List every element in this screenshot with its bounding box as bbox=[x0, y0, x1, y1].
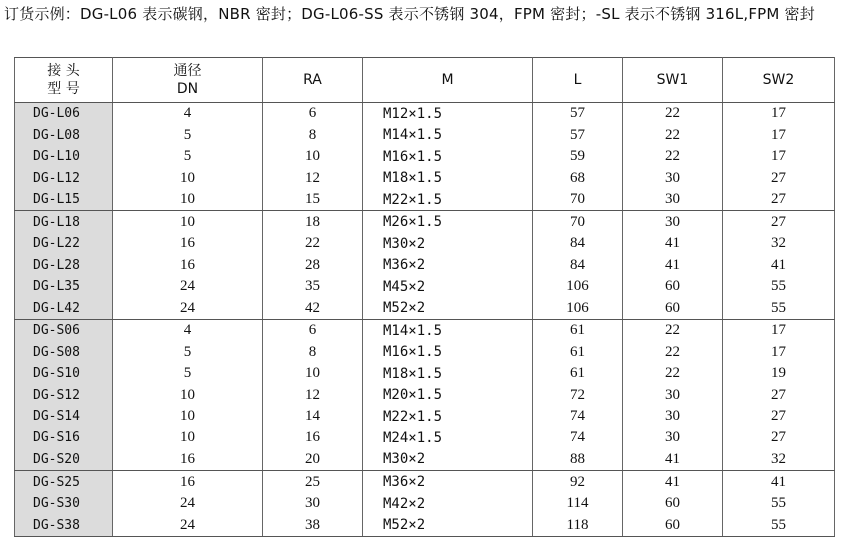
cell-sw2: 27 bbox=[723, 384, 835, 405]
cell-l: 118 bbox=[533, 514, 623, 536]
cell-sw1: 22 bbox=[623, 125, 723, 146]
cell-sw1: 60 bbox=[623, 514, 723, 536]
cell-dn: 5 bbox=[113, 146, 263, 167]
cell-m: M16×1.5 bbox=[363, 342, 533, 363]
cell-l: 61 bbox=[533, 363, 623, 384]
cell-l: 114 bbox=[533, 493, 623, 514]
cell-l: 88 bbox=[533, 449, 623, 471]
cell-sw2: 41 bbox=[723, 471, 835, 493]
cell-m: M26×1.5 bbox=[363, 211, 533, 233]
cell-m: M22×1.5 bbox=[363, 189, 533, 211]
cell-model: DG-S38 bbox=[15, 514, 113, 536]
cell-ra: 35 bbox=[263, 276, 363, 297]
cell-dn: 16 bbox=[113, 254, 263, 275]
cell-model: DG-S30 bbox=[15, 493, 113, 514]
cell-dn: 4 bbox=[113, 103, 263, 125]
cell-m: M52×2 bbox=[363, 514, 533, 536]
cell-ra: 10 bbox=[263, 363, 363, 384]
cell-sw2: 27 bbox=[723, 211, 835, 233]
cell-sw1: 22 bbox=[623, 146, 723, 167]
header-l: L bbox=[533, 58, 623, 103]
cell-dn: 16 bbox=[113, 471, 263, 493]
table-row bbox=[15, 363, 835, 384]
cell-m: M30×2 bbox=[363, 233, 533, 254]
cell-sw1: 22 bbox=[623, 363, 723, 384]
cell-l: 74 bbox=[533, 427, 623, 448]
cell-l: 68 bbox=[533, 167, 623, 188]
cell-dn: 5 bbox=[113, 342, 263, 363]
cell-m: M18×1.5 bbox=[363, 363, 533, 384]
table-row bbox=[15, 233, 835, 254]
cell-l: 57 bbox=[533, 103, 623, 125]
cell-m: M18×1.5 bbox=[363, 167, 533, 188]
table-row bbox=[15, 103, 835, 125]
header-dn-line1: 通径 bbox=[173, 63, 202, 79]
table-body bbox=[15, 103, 835, 537]
table-row bbox=[15, 406, 835, 427]
cell-sw2: 17 bbox=[723, 319, 835, 341]
cell-dn: 10 bbox=[113, 384, 263, 405]
cell-model: DG-L28 bbox=[15, 254, 113, 275]
cell-ra: 18 bbox=[263, 211, 363, 233]
cell-sw1: 22 bbox=[623, 319, 723, 341]
cell-ra: 20 bbox=[263, 449, 363, 471]
cell-sw1: 30 bbox=[623, 384, 723, 405]
cell-sw2: 55 bbox=[723, 493, 835, 514]
cell-l: 61 bbox=[533, 342, 623, 363]
cell-sw2: 27 bbox=[723, 167, 835, 188]
cell-m: M22×1.5 bbox=[363, 406, 533, 427]
cell-ra: 10 bbox=[263, 146, 363, 167]
cell-model: DG-S12 bbox=[15, 384, 113, 405]
table-row bbox=[15, 254, 835, 275]
cell-ra: 12 bbox=[263, 167, 363, 188]
cell-m: M14×1.5 bbox=[363, 125, 533, 146]
cell-ra: 25 bbox=[263, 471, 363, 493]
cell-sw2: 32 bbox=[723, 233, 835, 254]
cell-sw1: 30 bbox=[623, 189, 723, 211]
cell-ra: 14 bbox=[263, 406, 363, 427]
cell-model: DG-L42 bbox=[15, 297, 113, 319]
cell-model: DG-L06 bbox=[15, 103, 113, 125]
cell-model: DG-S14 bbox=[15, 406, 113, 427]
cell-m: M24×1.5 bbox=[363, 427, 533, 448]
cell-ra: 6 bbox=[263, 319, 363, 341]
table-row bbox=[15, 384, 835, 405]
table-row bbox=[15, 471, 835, 493]
cell-m: M42×2 bbox=[363, 493, 533, 514]
cell-m: M16×1.5 bbox=[363, 146, 533, 167]
cell-ra: 22 bbox=[263, 233, 363, 254]
cell-ra: 38 bbox=[263, 514, 363, 536]
cell-sw2: 41 bbox=[723, 254, 835, 275]
cell-m: M30×2 bbox=[363, 449, 533, 471]
cell-l: 59 bbox=[533, 146, 623, 167]
table-row bbox=[15, 297, 835, 319]
cell-m: M14×1.5 bbox=[363, 319, 533, 341]
cell-sw1: 41 bbox=[623, 233, 723, 254]
cell-l: 106 bbox=[533, 276, 623, 297]
cell-sw1: 60 bbox=[623, 276, 723, 297]
cell-m: M45×2 bbox=[363, 276, 533, 297]
cell-dn: 24 bbox=[113, 297, 263, 319]
cell-l: 92 bbox=[533, 471, 623, 493]
table-row bbox=[15, 146, 835, 167]
cell-l: 74 bbox=[533, 406, 623, 427]
cell-model: DG-S25 bbox=[15, 471, 113, 493]
cell-m: M52×2 bbox=[363, 297, 533, 319]
cell-ra: 42 bbox=[263, 297, 363, 319]
table-row bbox=[15, 211, 835, 233]
header-sw1: SW1 bbox=[623, 58, 723, 103]
cell-m: M36×2 bbox=[363, 471, 533, 493]
cell-model: DG-L10 bbox=[15, 146, 113, 167]
cell-l: 84 bbox=[533, 233, 623, 254]
cell-sw2: 55 bbox=[723, 514, 835, 536]
cell-sw2: 19 bbox=[723, 363, 835, 384]
table-row bbox=[15, 514, 835, 536]
cell-sw1: 60 bbox=[623, 297, 723, 319]
table-row bbox=[15, 427, 835, 448]
cell-sw1: 30 bbox=[623, 167, 723, 188]
cell-ra: 16 bbox=[263, 427, 363, 448]
cell-model: DG-L15 bbox=[15, 189, 113, 211]
cell-dn: 24 bbox=[113, 276, 263, 297]
table-row bbox=[15, 449, 835, 471]
cell-dn: 10 bbox=[113, 211, 263, 233]
cell-sw1: 30 bbox=[623, 427, 723, 448]
header-sw2: SW2 bbox=[723, 58, 835, 103]
cell-l: 57 bbox=[533, 125, 623, 146]
cell-model: DG-S20 bbox=[15, 449, 113, 471]
cell-model: DG-L22 bbox=[15, 233, 113, 254]
header-ra: RA bbox=[263, 58, 363, 103]
cell-l: 72 bbox=[533, 384, 623, 405]
cell-ra: 6 bbox=[263, 103, 363, 125]
cell-sw2: 55 bbox=[723, 297, 835, 319]
cell-model: DG-S10 bbox=[15, 363, 113, 384]
cell-sw1: 41 bbox=[623, 471, 723, 493]
cell-l: 84 bbox=[533, 254, 623, 275]
cell-ra: 28 bbox=[263, 254, 363, 275]
table-header-row bbox=[15, 58, 835, 103]
cell-model: DG-L18 bbox=[15, 211, 113, 233]
ordering-example-note: 订货示例：DG-L06 表示碳钢，NBR 密封；DG-L06-SS 表示不锈钢 304，FPM 密封；-SL 表示不锈钢 316L,FPM 密封 bbox=[4, 5, 815, 23]
cell-dn: 5 bbox=[113, 363, 263, 384]
cell-l: 106 bbox=[533, 297, 623, 319]
cell-dn: 10 bbox=[113, 189, 263, 211]
table-row bbox=[15, 276, 835, 297]
cell-model: DG-S08 bbox=[15, 342, 113, 363]
cell-sw1: 60 bbox=[623, 493, 723, 514]
cell-sw2: 17 bbox=[723, 103, 835, 125]
cell-l: 61 bbox=[533, 319, 623, 341]
table-row bbox=[15, 319, 835, 341]
cell-model: DG-S16 bbox=[15, 427, 113, 448]
cell-sw1: 22 bbox=[623, 103, 723, 125]
cell-dn: 4 bbox=[113, 319, 263, 341]
cell-sw2: 55 bbox=[723, 276, 835, 297]
cell-sw2: 27 bbox=[723, 189, 835, 211]
cell-dn: 10 bbox=[113, 406, 263, 427]
cell-sw1: 22 bbox=[623, 342, 723, 363]
header-model-line2: 型 号 bbox=[47, 81, 80, 97]
cell-sw2: 32 bbox=[723, 449, 835, 471]
header-model-line1: 接 头 bbox=[47, 63, 80, 79]
cell-dn: 16 bbox=[113, 233, 263, 254]
cell-m: M36×2 bbox=[363, 254, 533, 275]
cell-sw2: 27 bbox=[723, 427, 835, 448]
table-row bbox=[15, 342, 835, 363]
cell-sw2: 17 bbox=[723, 146, 835, 167]
cell-m: M12×1.5 bbox=[363, 103, 533, 125]
cell-m: M20×1.5 bbox=[363, 384, 533, 405]
header-dn bbox=[113, 58, 263, 103]
cell-sw1: 30 bbox=[623, 406, 723, 427]
cell-model: DG-L35 bbox=[15, 276, 113, 297]
cell-sw2: 17 bbox=[723, 342, 835, 363]
header-model bbox=[15, 58, 113, 103]
cell-model: DG-L08 bbox=[15, 125, 113, 146]
cell-dn: 10 bbox=[113, 427, 263, 448]
cell-sw2: 27 bbox=[723, 406, 835, 427]
cell-dn: 10 bbox=[113, 167, 263, 188]
cell-sw1: 30 bbox=[623, 211, 723, 233]
cell-ra: 8 bbox=[263, 342, 363, 363]
cell-dn: 16 bbox=[113, 449, 263, 471]
fitting-spec-table bbox=[14, 57, 835, 537]
cell-dn: 24 bbox=[113, 493, 263, 514]
cell-sw1: 41 bbox=[623, 449, 723, 471]
table-row bbox=[15, 189, 835, 211]
header-dn-line2: DN bbox=[176, 81, 199, 97]
cell-dn: 24 bbox=[113, 514, 263, 536]
table-row bbox=[15, 167, 835, 188]
cell-ra: 8 bbox=[263, 125, 363, 146]
cell-model: DG-L12 bbox=[15, 167, 113, 188]
header-m: M bbox=[363, 58, 533, 103]
cell-dn: 5 bbox=[113, 125, 263, 146]
cell-ra: 30 bbox=[263, 493, 363, 514]
cell-ra: 15 bbox=[263, 189, 363, 211]
cell-model: DG-S06 bbox=[15, 319, 113, 341]
cell-ra: 12 bbox=[263, 384, 363, 405]
cell-sw2: 17 bbox=[723, 125, 835, 146]
cell-l: 70 bbox=[533, 211, 623, 233]
cell-l: 70 bbox=[533, 189, 623, 211]
cell-sw1: 41 bbox=[623, 254, 723, 275]
table-row bbox=[15, 493, 835, 514]
table-row bbox=[15, 125, 835, 146]
